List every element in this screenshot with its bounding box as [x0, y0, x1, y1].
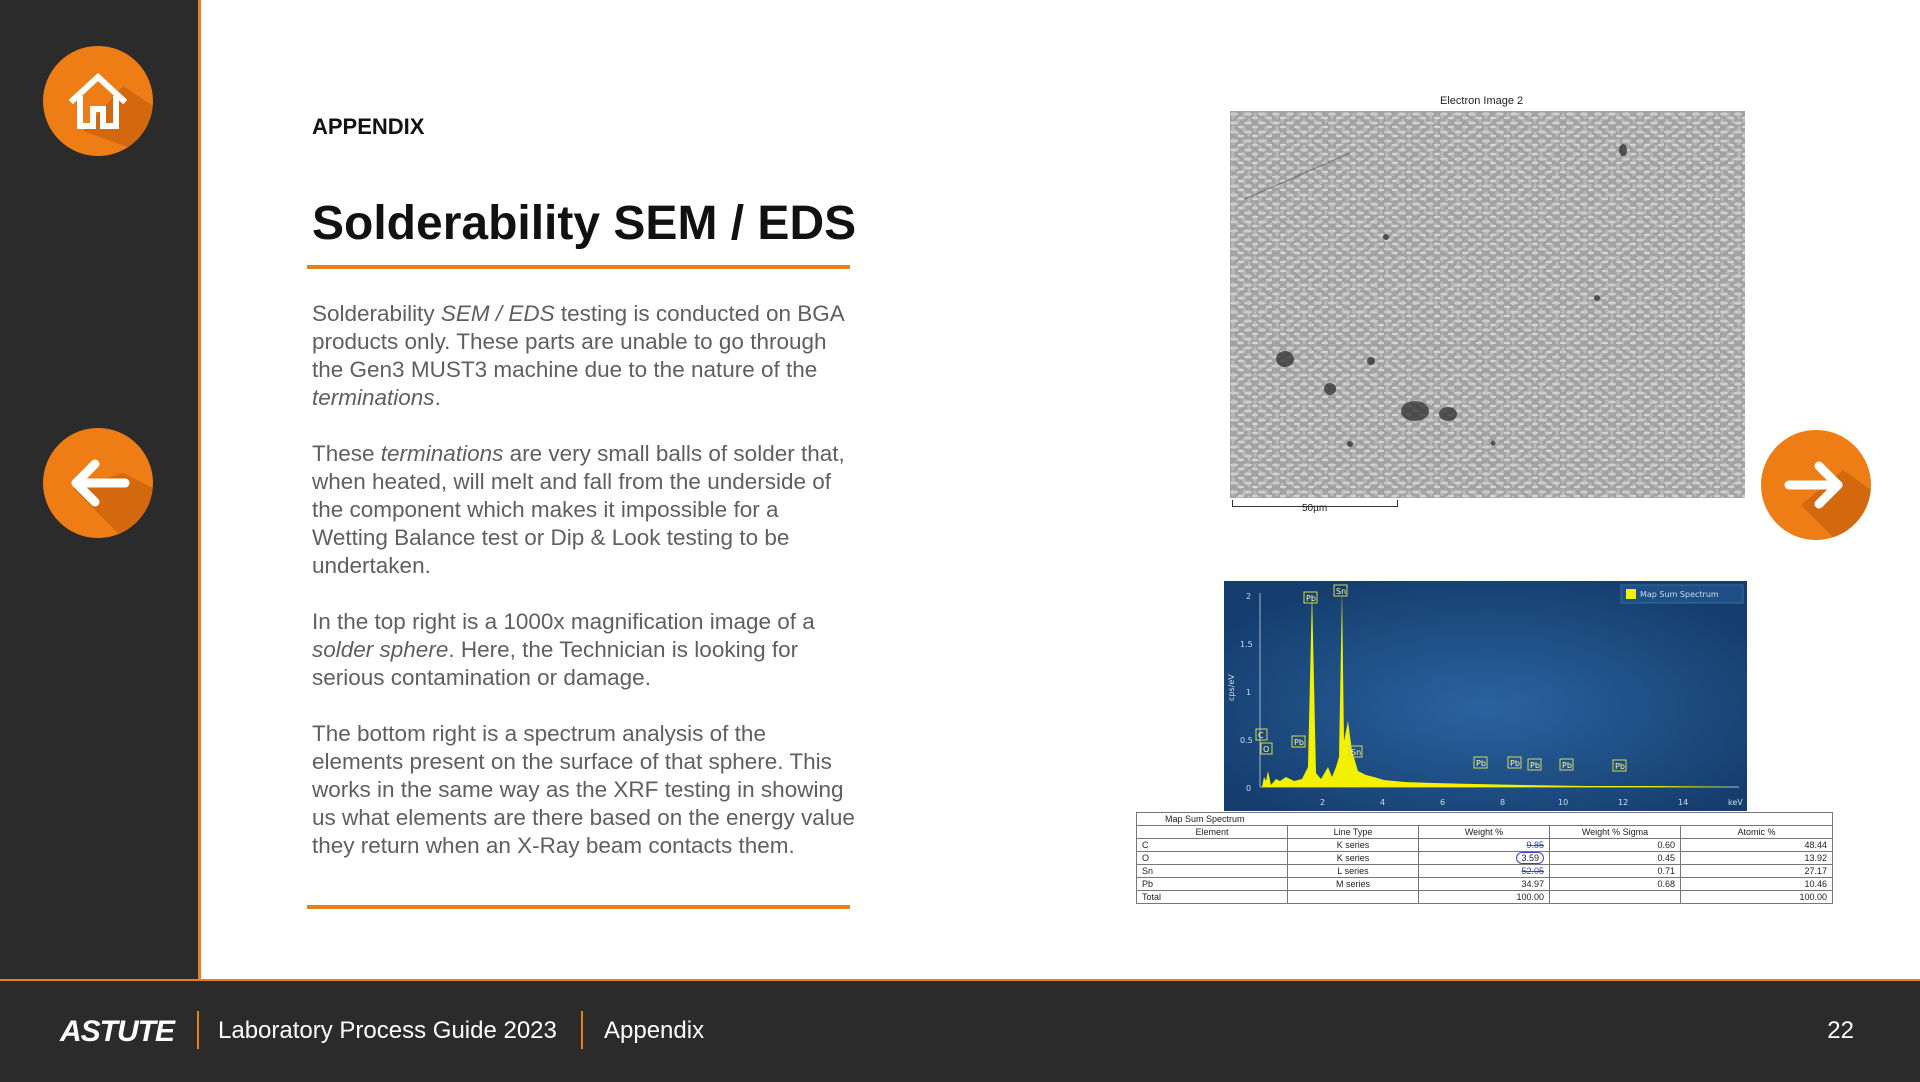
- bottom-divider: [307, 905, 850, 909]
- y-tick: 1.5: [1240, 640, 1253, 649]
- footer-section: Appendix: [604, 1017, 705, 1044]
- peak-label: Pb: [1306, 594, 1316, 603]
- table-header: Element: [1137, 826, 1288, 839]
- peak-label: Pb: [1476, 759, 1486, 768]
- peak-label: Pb: [1530, 761, 1540, 770]
- table-row: C K series 9.85 0.60 48.44: [1137, 839, 1833, 852]
- sem-scale-label: 50µm: [1302, 503, 1328, 514]
- sem-image: [1230, 111, 1745, 498]
- arrow-left-icon: [43, 428, 153, 538]
- peak-label: Pb: [1510, 759, 1520, 768]
- table-header: Weight %: [1419, 826, 1550, 839]
- spectrum-chart: [1224, 581, 1747, 811]
- peak-label: C: [1258, 731, 1264, 740]
- y-axis-label: cps/eV: [1227, 674, 1236, 701]
- x-tick: keV: [1728, 798, 1743, 807]
- results-table: [1136, 812, 1833, 904]
- body-paragraph: The bottom right is a spectrum analysis of the elements present on the surface of that sphere. This works in the same way as the XRF testing in showing us what elements are there based on the energy value they return when an X-Ray beam contacts them.: [312, 721, 855, 858]
- next-button[interactable]: [1761, 430, 1871, 540]
- page-number: 22: [1827, 1017, 1854, 1044]
- sem-image-caption: Electron Image 2: [1440, 95, 1524, 107]
- peak-label: Sn: [1351, 748, 1362, 757]
- x-tick: 10: [1558, 798, 1569, 807]
- y-tick: 2: [1246, 592, 1252, 601]
- spectrum-legend: Map Sum Spectrum: [1640, 590, 1719, 599]
- peak-label: Pb: [1615, 762, 1625, 771]
- y-tick: 0: [1246, 784, 1252, 793]
- table-total-row: Total 100.00 100.00: [1137, 891, 1833, 904]
- body-paragraph: In the top right is a 1000x magnification image of a solder sphere. Here, the Technician is looking for serious contamination or damage.: [312, 609, 815, 690]
- body-paragraph: These terminations are very small balls of solder that, when heated, will melt and fall from the underside of the component which makes it impossible for a Wetting Balance test or Dip & Look testing to be undertaken.: [312, 441, 845, 578]
- body-text: [312, 300, 857, 888]
- x-tick: 14: [1678, 798, 1689, 807]
- body-paragraph: Solderability SEM / EDS testing is conducted on BGA products only. These parts are unable to go through the Gen3 MUST3 machine due to the nature of the terminations.: [312, 301, 844, 410]
- circled-value: 3.59: [1516, 852, 1544, 864]
- peak-label: O: [1263, 745, 1270, 754]
- table-caption: Map Sum Spectrum: [1137, 813, 1833, 826]
- arrow-right-icon: [1761, 430, 1871, 540]
- previous-button[interactable]: [43, 428, 153, 538]
- home-icon: [43, 46, 153, 156]
- y-tick: 1: [1246, 688, 1252, 697]
- table-header: Weight % Sigma: [1550, 826, 1681, 839]
- peak-label: Sn: [1336, 587, 1347, 596]
- x-tick: 12: [1618, 798, 1629, 807]
- peak-label: Pb: [1294, 738, 1304, 747]
- footer-guide-title: Laboratory Process Guide 2023: [218, 1017, 557, 1044]
- brand-logo: ASTUTE: [60, 1015, 174, 1048]
- table-header: Line Type: [1288, 826, 1419, 839]
- table-row: Pb M series 34.97 0.68 10.46: [1137, 878, 1833, 891]
- table-row: Sn L series 52.05 0.71 27.17: [1137, 865, 1833, 878]
- x-tick: 4: [1380, 798, 1386, 807]
- peak-label: Pb: [1562, 761, 1572, 770]
- section-eyebrow: APPENDIX: [312, 114, 425, 139]
- table-row: O K series 3.59 0.45 13.92: [1137, 852, 1833, 865]
- x-tick: 2: [1320, 798, 1326, 807]
- y-tick: 0.5: [1240, 736, 1253, 745]
- page-title: Solderability SEM / EDS: [312, 197, 857, 250]
- table-header: Atomic %: [1681, 826, 1833, 839]
- title-underline: [307, 265, 850, 269]
- x-tick: 8: [1500, 798, 1506, 807]
- home-button[interactable]: [43, 46, 153, 156]
- footer-separator: [197, 1011, 199, 1049]
- x-tick: 6: [1440, 798, 1446, 807]
- footer-separator: [581, 1011, 583, 1049]
